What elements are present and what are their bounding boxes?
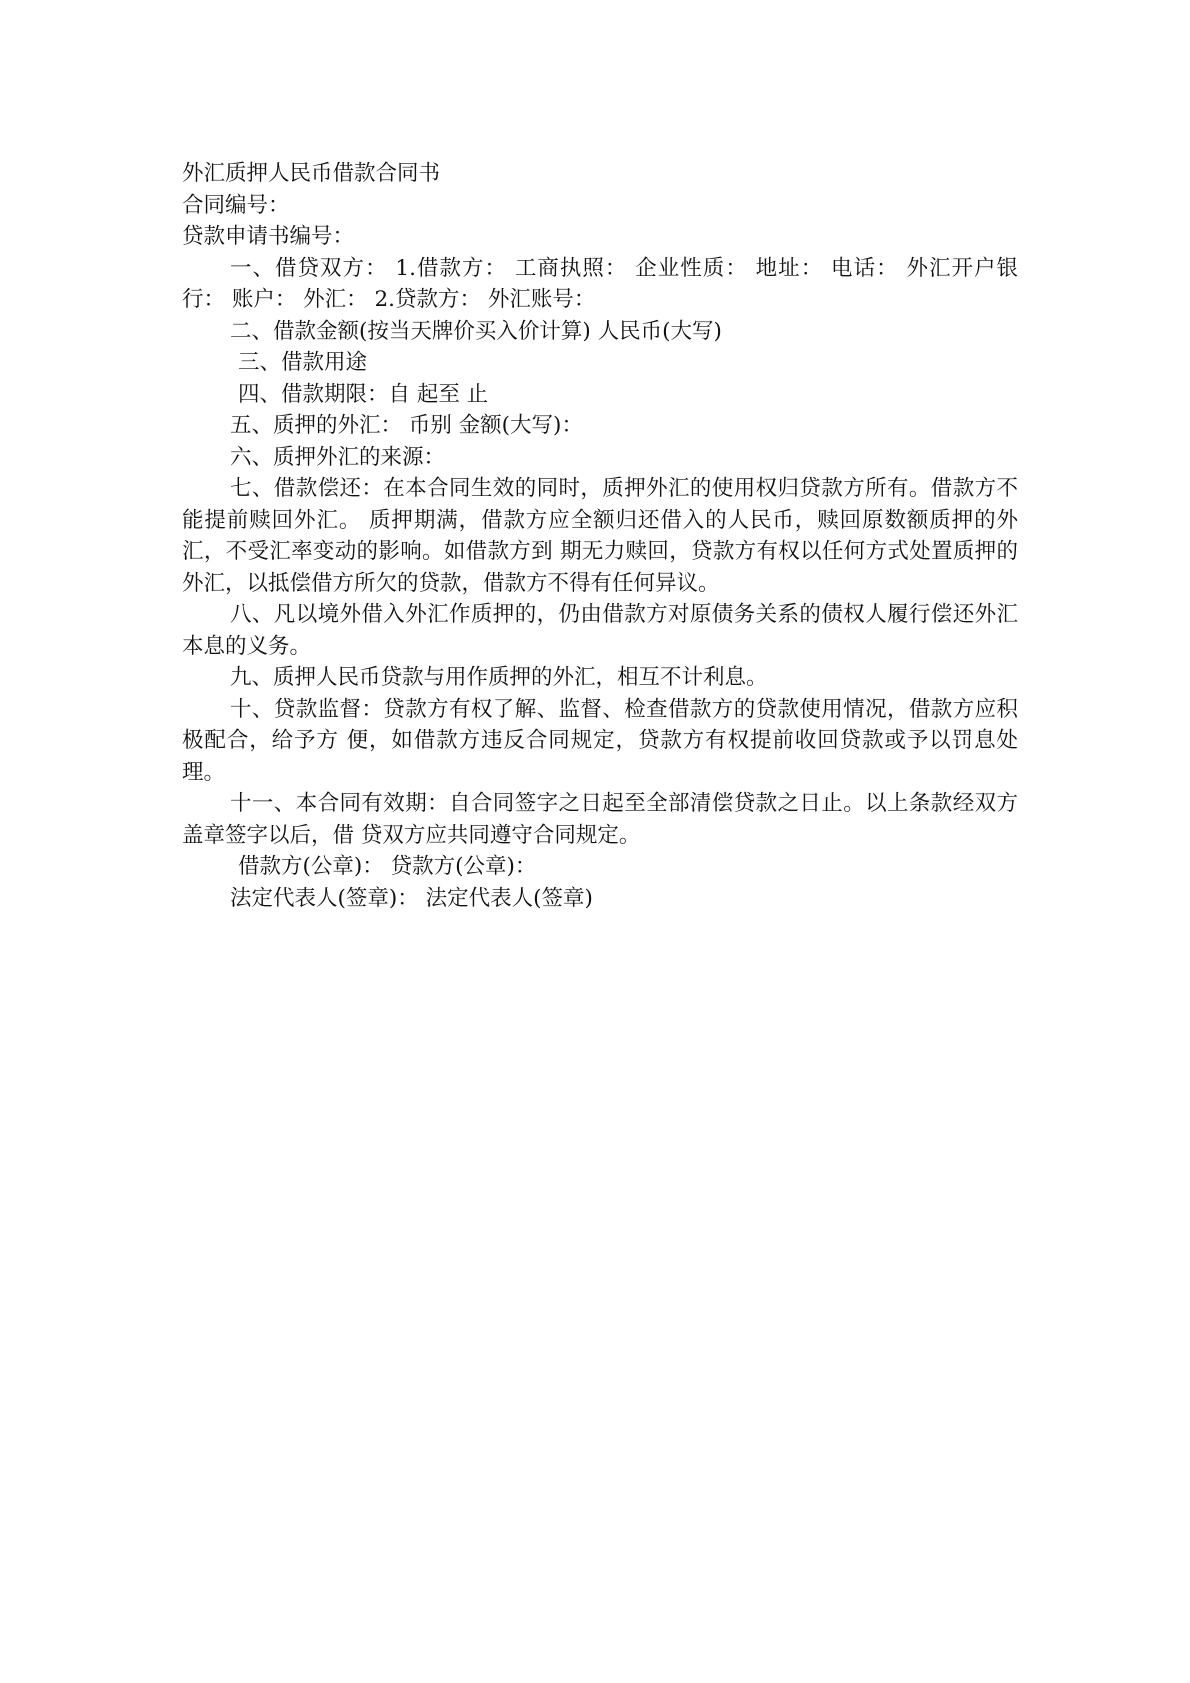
clause-supervision: 十、贷款监督：贷款方有权了解、监督、检查借款方的贷款使用情况，借款方应积极配合，给予方 便，如借款方违反合同规定，贷款方有权提前收回贷款或予以罚息处理。 <box>182 696 1018 785</box>
clause-pledged-currency: 五、质押的外汇： 币别 金额(大写)： <box>230 413 583 438</box>
clause-repayment: 七、借款偿还：在本合同生效的同时，质押外汇的使用权归贷款方所有。借款方不能提前赎回外汇。 质押期满，借款方应全额归还借入的人民币，赎回原数额质押的外汇，不受汇率变动的影响。如借款方到 期无力赎回，贷款方有权以任何方式处置质押的外汇，以抵偿借方所欠的贷款，借款方不得有任何异议。 <box>182 476 1018 596</box>
clause-term: 四、借款期限：自 起至 止 <box>238 381 489 407</box>
clause-foreign-borrowing: 八、凡以境外借入外汇作质押的，仍由借款方对原债务关系的债权人履行偿还外汇本息的义务。 <box>182 602 1018 659</box>
clause-interest: 九、质押人民币贷款与用作质押的外汇，相互不计利息。 <box>230 665 768 690</box>
clause-currency-source: 六、质押外汇的来源： <box>230 444 446 470</box>
contract-document <box>182 158 1018 914</box>
clause-validity: 十一、本合同有效期：自合同签字之日起至全部清偿贷款之日止。以上条款经双方盖章签字以后，借 贷双方应共同遵守合同规定。 <box>182 791 1018 848</box>
application-number-label: 贷款申请书编号： <box>182 224 355 249</box>
clause-amount: 二、借款金额(按当天牌价买入价计算) 人民币(大写) <box>230 318 722 344</box>
signature-representative-line: 法定代表人(签章)： 法定代表人(签章) <box>230 885 593 911</box>
clause-purpose: 三、借款用途 <box>238 350 368 375</box>
clause-parties: 一、借贷双方： 1.借款方： 工商执照： 企业性质： 地址： 电话： 外汇开户银行： 账户： 外汇： 2.贷款方： 外汇账号： <box>182 255 1018 312</box>
signature-company-line: 借款方(公章)： 贷款方(公章)： <box>238 854 537 879</box>
contract-number-label: 合同编号： <box>182 192 290 218</box>
document-title: 外汇质押人民币借款合同书 <box>182 161 441 186</box>
